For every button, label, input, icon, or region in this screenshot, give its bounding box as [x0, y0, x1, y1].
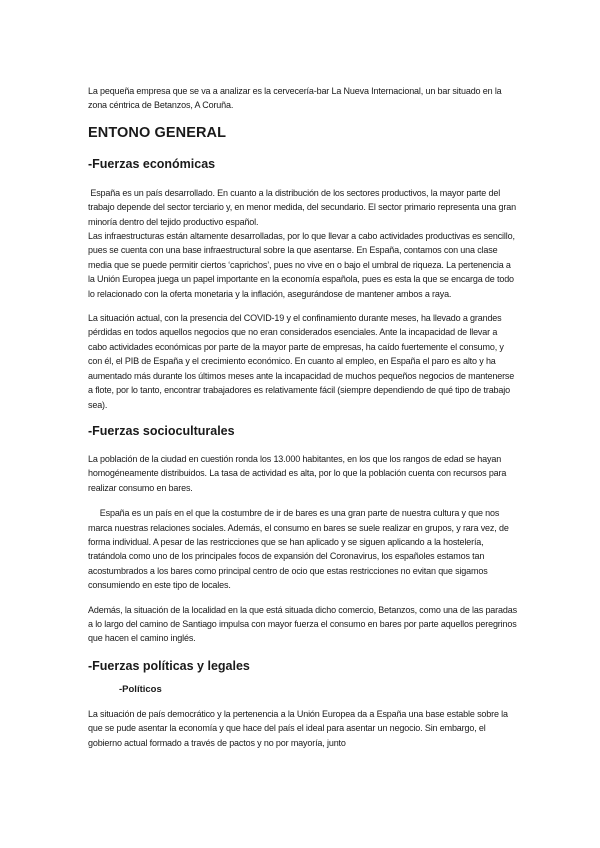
heading-general: ENTONO GENERAL: [88, 124, 227, 141]
economic-paragraph-1: España es un país desarrollado. En cuanto a la distribución de los sectores productivos, la mayor parte del trabajo depende del sector terciario y, en menor medida, del secundario. El sector primario representa una gran minoría dentro del tejido productivo español.: [88, 187, 519, 227]
heading-economic-forces: -Fuerzas económicas: [88, 156, 216, 171]
sociocultural-paragraph-3: Además, la situación de la localidad en la que está situada dicho comercio, Betanzos, como una de las paradas a lo largo del camino de Santiago impulsa con mayor fuerza el consumo en bares por parte aquellos peregrinos que hacen el camino inglés.: [88, 604, 517, 644]
economic-paragraph-2: Las infraestructuras están altamente desarrolladas, por lo que llevar a cabo actividades productivas es sencillo, pues se cuenta con una base infraestructural sobre la que asentarse. En España, contamos con una clase media que se puede permitir ciertos ‘caprichos’, pues no vive en o bajo el umbral de riqueza. La pertenencia a la Unión Europea juega un papel importante en la economía española, pues es esta la que se encarga de todo lo relacionado con la oferta monetaria y la inflación, asegurándose de mantener ambos a raya.: [88, 231, 515, 299]
intro-paragraph: La pequeña empresa que se va a analizar es la cervecería-bar La Nueva Internacional, un bar situado en la zona céntrica de Betanzos, A Coruña.: [88, 86, 502, 111]
sociocultural-paragraph-1: La población de la ciudad en cuestión ronda los 13.000 habitantes, en los que los rangos de edad se hayan homogéneamente distribuidos. La tasa de actividad es alta, por lo que la población cuenta con recursos para realizar consumo en bares.: [88, 453, 507, 493]
document-body: [88, 84, 518, 750]
heading-political-legal-forces: -Fuerzas políticas y legales: [88, 658, 250, 673]
political-paragraph-1: La situación de país democrático y la pertenencia a la Unión Europea da a España una base estable sobre la que se pude asentar la economía y que hace del país el ideal para asentar un negocio. Sin embargo, el gobierno actual formado a través de pactos y no por mayoría, junto: [88, 708, 508, 748]
subheading-political: -Políticos: [119, 683, 162, 695]
sociocultural-paragraph-2: España es un país en el que la costumbre de ir de bares es una gran parte de nuestra cultura y que nos marca nuestras relaciones sociales. Además, el consumo en bares se suele realizar en grupos, y rara vez, de forma individual. A pesar de las restricciones que se han aplicado y se siguen aplicando a la hostelería, tratándola como uno de los principales focos de expansión del Coronavirus, los españoles estamos tan acostumbrados a los bares como principal centro de ocio que estas restricciones no evitan que sigamos consumiendo en este tipo de locales.: [88, 508, 512, 591]
heading-sociocultural-forces: -Fuerzas socioculturales: [88, 423, 235, 438]
economic-paragraph-3: La situación actual, con la presencia del COVID-19 y el confinamiento durante meses, ha llevado a grandes pérdidas en todos aquellos negocios que no eran considerados esenciales. Ante la incapacidad de llevar a cabo actividades económicas por parte de la mayor parte de empresas, ha caído fuertemente el consumo, y con él, el PIB de España y el crecimiento económico. En cuanto al empleo, en España el paro es alto y ha aumentado más durante los últimos meses ante la incapacidad de muchos pequeños negocios de mantenerse a flote, por lo tanto, encontrar trabajadores es relativamente fácil (siempre dependiendo de qué tipo de trabajo sea).: [88, 313, 515, 410]
